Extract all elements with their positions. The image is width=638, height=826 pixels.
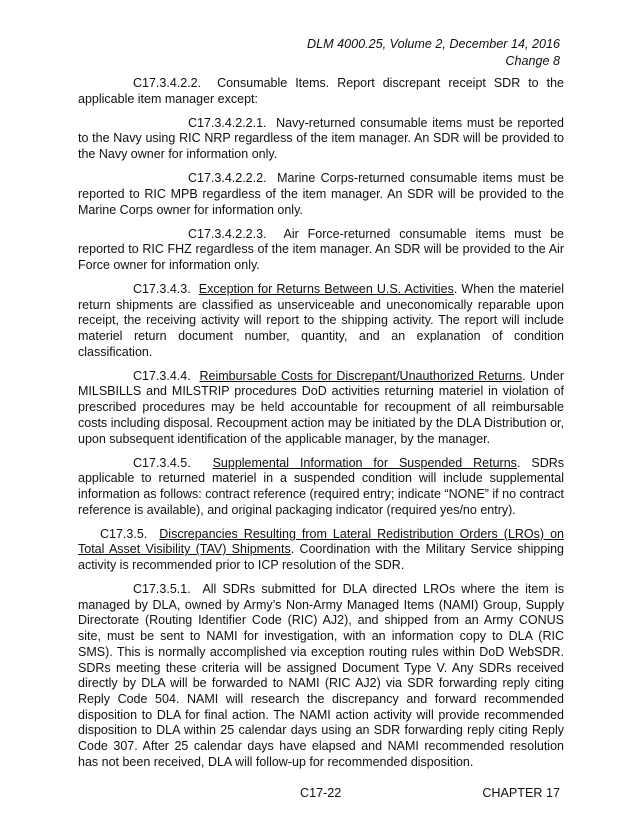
paragraph-number: C17.3.4.4. xyxy=(133,368,191,383)
paragraph-number: C17.3.4.2.2.3. xyxy=(188,226,267,241)
paragraph-c17-3-4-2-2-1 xyxy=(78,116,564,163)
chapter-label: CHAPTER 17 xyxy=(482,786,560,800)
paragraph-c17-3-4-4 xyxy=(78,369,564,448)
paragraph-text: . Under MILSBILLS and MILSTRIP procedures DoD activities returning materiel in violation of prescribed procedures may be held accountable for recoupment of all reimbursable costs including disposal. Recoupment action may be initiated by the DLA Distribution or, upon subsequent identification of the applicable manager, by the manager. xyxy=(78,368,564,446)
paragraph-title: Discrepancies Resulting from Lateral Redistribution Orders (LROs) on Total Asset Visibility (TAV) Shipments xyxy=(78,526,564,557)
paragraph-number: C17.3.5.1. xyxy=(133,582,191,597)
page-header xyxy=(307,36,560,70)
paragraph-c17-3-4-2-2-2 xyxy=(78,171,564,218)
paragraph-text: . When the materiel return shipments are classified as unserviceable and uneconomically reparable upon receipt, the receiving activity will report to the shipping activity. The report will include materiel return document number, quantity, and an explanation of condition classification. xyxy=(78,281,565,359)
paragraph-text: Air Force-returned consumable items must be reported to RIC FHZ regardless of the item manager. An SDR will be provided to the Air Force owner for information only. xyxy=(78,226,564,272)
header-document-line: DLM 4000.25, Volume 2, December 14, 2016 xyxy=(307,37,560,51)
paragraph-c17-3-4-2-2-3 xyxy=(78,227,564,274)
document-body xyxy=(78,76,564,779)
paragraph-title: Reimbursable Costs for Discrepant/Unauthorized Returns xyxy=(199,368,523,383)
paragraph-text: Marine Corps-returned consumable items must be reported to RIC MPB regardless of the item manager. An SDR will be provided to the Marine Corps owner for information only. xyxy=(78,171,564,217)
paragraph-c17-3-4-3 xyxy=(78,282,564,361)
paragraph-number: C17.3.5. xyxy=(100,526,148,541)
paragraph-title: Exception for Returns Between U.S. Activities xyxy=(198,281,454,296)
paragraph-c17-3-5 xyxy=(78,527,564,574)
paragraph-number: C17.3.4.2.2. xyxy=(133,76,202,90)
page-number: C17-22 xyxy=(300,786,342,800)
header-change-line: Change 8 xyxy=(505,54,560,68)
paragraph-title: Supplemental Information for Suspended Returns xyxy=(212,455,517,470)
paragraph-c17-3-5-1 xyxy=(78,582,564,770)
paragraph-c17-3-4-2-2 xyxy=(78,76,564,107)
paragraph-text: . SDRs applicable to returned materiel in a suspended condition will include supplemental information as follows: contract reference (required entry; indicate “NONE” if no contract reference is available), and original packaging indicator (required yes/no entry). xyxy=(78,455,564,517)
paragraph-number: C17.3.4.2.2.2. xyxy=(188,171,267,186)
paragraph-text: Navy-returned consumable items must be reported to the Navy using RIC NRP regardless of the item manager. An SDR will be provided to the Navy owner for information only. xyxy=(78,115,564,162)
paragraph-number: C17.3.4.3. xyxy=(133,281,191,296)
paragraph-text: All SDRs submitted for DLA directed LROs where the item is managed by DLA, owned by Army’s Non-Army Managed Items (NAMI) Group, Supply Directorate (Routing Identifier Code (RIC) AJ2), and shipped from an Army CONUS site, must be sent to NAMI for investigation, with an information copy to DLA (RIC SMS). This is normally accomplished via exception routing rules within DoD WebSDR. SDRs meeting these criteria will be assigned Document Type V. Any SDRs received directly by DLA will be forwarded to NAMI (RIC AJ2) via SDR forwarding reply citing Reply Code 504. NAMI will research the discrepancy and forward recommended disposition to DLA for final action. The NAMI action activity will provide recommended disposition to DLA within 25 calendar days using an SDR forwarding reply citing Reply Code 307. After 25 calendar days have elapsed and NAMI recommended resolution has not been received, DLA will follow-up for recommended disposition. xyxy=(78,582,565,769)
paragraph-c17-3-4-5 xyxy=(78,456,564,519)
paragraph-number: C17.3.4.2.2.1. xyxy=(188,115,267,130)
paragraph-text: Consumable Items. Report discrepant receipt SDR to the applicable item manager except: xyxy=(78,76,564,106)
paragraph-text: . Coordination with the Military Service shipping activity is recommended prior to ICP resolution of the SDR. xyxy=(78,542,564,573)
paragraph-number: C17.3.4.5. xyxy=(133,455,191,470)
